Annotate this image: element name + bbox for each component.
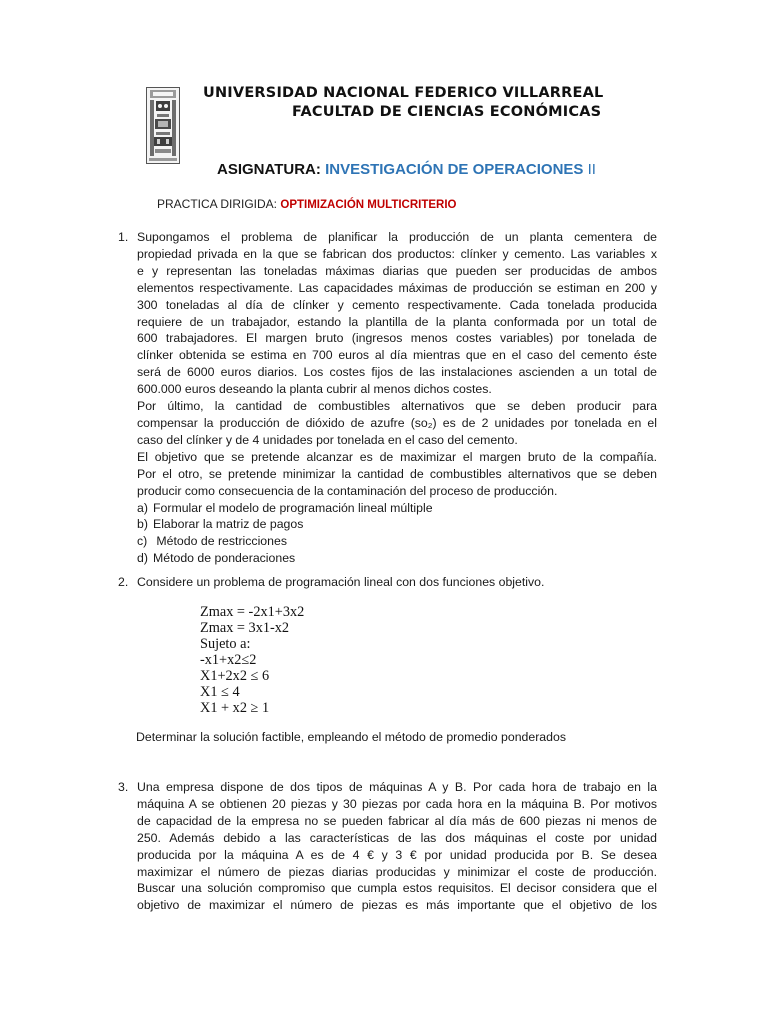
subitem-text: Elaborar la matriz de pagos <box>153 517 304 532</box>
math-line: Zmax = -2x1+3x2 <box>200 604 305 620</box>
paragraph-line: 250. Además debido a las características de las dos máquinas el coste por unidad <box>137 830 657 845</box>
paragraph-line: Supongamos el problema de planificar la producción de un planta cementera de <box>137 230 657 244</box>
course-label: ASIGNATURA: <box>217 161 321 178</box>
subitem <box>137 516 657 533</box>
problem-2-task: Determinar la solución factible, empleando el método de promedio ponderados <box>136 730 566 744</box>
university-seal-icon <box>146 87 180 164</box>
paragraph-line: 600.000 euros deseando la planta cubrir al menos dichos costes. <box>137 382 492 397</box>
math-line: Sujeto a: <box>200 636 251 652</box>
subitem-letter: a) <box>137 500 148 515</box>
paragraph-line: clínker obtenida se estima en 700 euros al día mientras que en el caso del cemento éste <box>137 348 657 363</box>
paragraph-line: de capacidad de la empresa no se pueden fabricar al día más de 600 piezas ni menos de <box>137 813 657 828</box>
university-name: UNIVERSIDAD NACIONAL FEDERICO VILLARREAL <box>203 85 604 101</box>
paragraph-line: compensar la producción de dióxido de azufre (so₂) es de 2 unidades por tonelada en el <box>137 415 657 430</box>
practice-topic: OPTIMIZACIÓN MULTICRITERIO <box>280 199 457 211</box>
problem-intro: Considere un problema de programación lineal con dos funciones objetivo. <box>137 575 545 589</box>
paragraph-line: Una empresa dispone de dos tipos de máquinas A y B. Por cada hora de trabajo en la <box>137 780 657 794</box>
math-line: X1+2x2 ≤ 6 <box>200 668 270 684</box>
paragraph-line: 300 toneladas al día de clínker y cemento respectivamente. Cada tonelada producida <box>137 297 657 312</box>
course-name: INVESTIGACIÓN DE OPERACIONES <box>325 161 584 178</box>
subitem-letter: d) <box>137 551 148 566</box>
paragraph-line: propiedad privada en la que se fabrican dos productos: clínker y cemento. Las variables x <box>137 246 657 261</box>
paragraph-line: maximizar el número de piezas diarias producidas y minimizar el coste de producción. <box>137 864 657 879</box>
paragraph-line: producida por la máquina A es de 4 € y 3 € por unidad producida por B. Se desea <box>137 847 657 862</box>
paragraph-line: requiere de un trabajador, estando la plantilla de la planta conformada por un total de <box>137 314 657 329</box>
math-line: X1 + x2 ≥ 1 <box>200 700 270 716</box>
faculty-name: FACULTAD DE CIENCIAS ECONÓMICAS <box>292 104 602 120</box>
paragraph-line: Por el otro, se pretende minimizar la cantidad de combustibles alternativos que se deben <box>137 466 657 481</box>
paragraph-line: e y representan las toneladas máximas diarias que pueden ser producidas de ambos <box>137 263 657 278</box>
subitem-text: Método de restricciones <box>153 534 287 549</box>
problem-number: 1. <box>118 230 129 244</box>
paragraph-line: elementos respectivamente. Las capacidades máximas de producción se estiman en 200 y <box>137 280 657 295</box>
problem-3 <box>118 779 657 914</box>
paragraph-line: Por último, la cantidad de combustibles alternativos que se deben producir para <box>137 399 657 414</box>
subitem <box>137 533 657 550</box>
practice-heading <box>157 197 456 211</box>
problem-number: 3. <box>118 780 129 794</box>
math-line: Zmax = 3x1-x2 <box>200 620 290 636</box>
paragraph-line: será de 6000 euros diarios. Los costes fijos de las instalaciones ascienden a un total de <box>137 365 657 380</box>
problem-2-math <box>200 604 304 716</box>
practice-label: PRACTICA DIRIGIDA: <box>157 197 278 211</box>
subitem <box>137 550 657 567</box>
paragraph-line: Buscar una solución compromiso que cumpla estos requisitos. El decisor considera que el <box>137 881 657 896</box>
problem-2 <box>118 574 657 591</box>
subitem-text: Formular el modelo de programación lineal múltiple <box>153 500 433 515</box>
math-line: X1 ≤ 4 <box>200 684 240 700</box>
course-number: II <box>587 161 596 178</box>
subitem-letter: c) <box>137 534 148 549</box>
paragraph-line: máquina A se obtienen 20 piezas y 30 piezas por cada hora en la máquina B. Por motivos <box>137 796 657 811</box>
problem-number: 2. <box>118 575 129 589</box>
subitem <box>137 500 657 517</box>
math-line: -x1+x2≤2 <box>200 652 257 668</box>
problem-1 <box>118 229 657 567</box>
course-title <box>217 161 596 178</box>
paragraph-line: 600 trabajadores. El margen bruto (ingresos menos costes variables) por tonelada de <box>137 331 657 346</box>
paragraph-line: producir como consecuencia de la contaminación del proceso de producción. <box>137 483 558 498</box>
paragraph-line: caso del clínker y de 4 unidades por tonelada en el caso del cemento. <box>137 432 518 447</box>
paragraph-line: El objetivo que se pretende alcanzar es de maximizar el margen bruto de la compañía. <box>137 449 657 464</box>
paragraph-line: objetivo de maximizar el número de piezas es más importante que el objetivo de los <box>137 898 657 913</box>
subitem-text: Método de ponderaciones <box>153 551 296 566</box>
subitem-letter: b) <box>137 517 148 532</box>
